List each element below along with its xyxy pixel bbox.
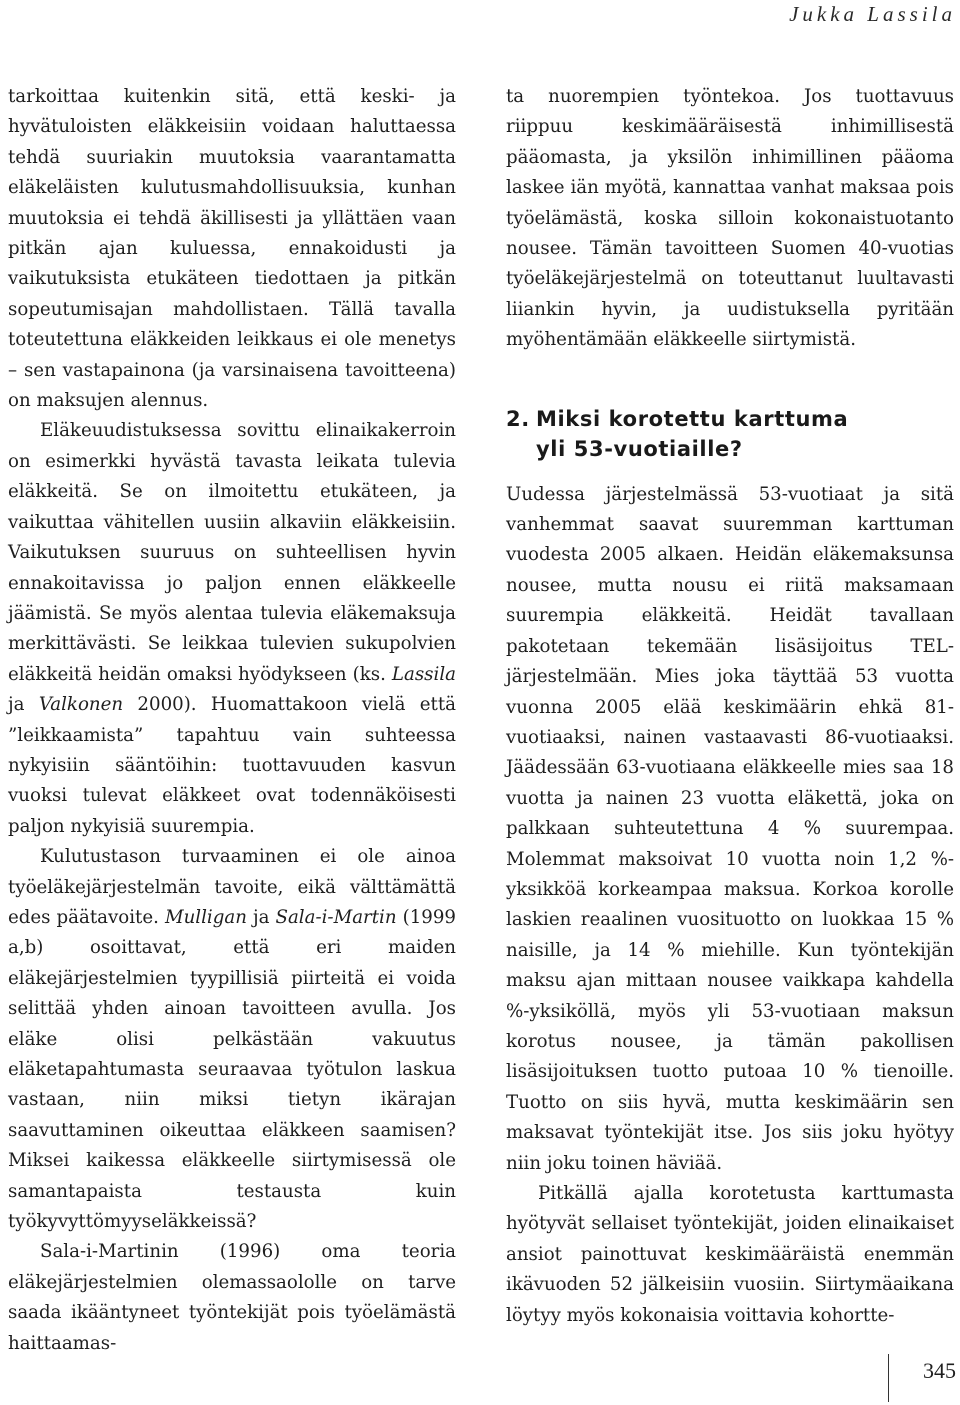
paragraph-text: Eläkeuudistuksessa sovittu elinaikakerroin on esimerkki hyvästä tavasta leikata tulevia eläkkeitä. Se on ilmoitettu etukäteen, ja vaikuttaa vähitellen uusiin alkaviin eläkkeisiin. Vaikutuksen suuruus on suhteellisen hyvin ennakoitavissa jo paljon ennen eläkkeelle jäämistä. Se myös alentaa tulevia eläkemaksuja merkittävästi. Se leikkaa tulevien sukupolvien eläkkeitä heidän omaksi hyödykseen (ks. [8, 420, 456, 685]
paragraph: Sala-i-Martinin (1996) oma teoria eläkejärjestelmien olemassaololle on tarve saada ikääntyneet työntekijät pois työelämästä haittaamas- [8, 1241, 456, 1354]
right-text-column [506, 82, 954, 1331]
running-head-author: Jukka Lassila [789, 2, 956, 26]
section-title-line: Miksi korotettu karttuma [536, 406, 849, 431]
paragraph-text: ja [246, 906, 276, 928]
left-text-column [8, 82, 456, 1359]
page-number-rule [888, 1354, 889, 1402]
page-number: 345 [923, 1358, 956, 1383]
paragraph-text: Kulutustason turvaaminen ei ole ainoa työeläkejärjestelmän tavoite, eikä välttämättä edes päätavoite. [8, 846, 456, 928]
paragraph-text: (1999 a,b) osoittavat, että eri maiden eläkejärjestelmien tyypillisiä piirteitä ei voida selittää yhden ainoan tavoitteen avulla. Jos eläke olisi pelkästään vakuutus eläketapahtumasta seuraavaa työtulon laskua vastaan, niin miksi tietyn ikärajan saavuttaminen oikeuttaa eläkkeen saamisen? Miksei kaikessa eläkkeelle siirtymisessä ole samantapaista testausta kuin työkyvyttömyyseläkkeissä? [8, 906, 456, 1233]
paragraph: Pitkällä ajalla korotetusta karttumasta hyötyvät sellaiset työntekijät, joiden elinaikaiset ansiot painottuvat keskimääräistä enemmän ikävuoden 52 jälkeisiin vuosiin. Siirtymäaikana löytyy myös kokonaisia voittavia kohortte- [506, 1183, 954, 1326]
paragraph-text: 2000). Huomattakoon vielä että ”leikkaamista” tapahtuu vain suhteessa nykyisiin sääntöihin: tuottavuuden kasvun vuoksi tulevat eläkkeet ovat todennäköisesti paljon nykyisiä suurempia. [8, 694, 456, 837]
citation-author: Lassila [391, 663, 456, 685]
citation-author: Valkonen [38, 694, 124, 716]
paragraph: Uudessa järjestelmässä 53-vuotiaat ja sitä vanhemmat saavat suuremman karttuman vuodesta 2005 alkaen. Heidän eläkemaksunsa nousee, mutta nousu ei riitä maksamaan suurempia eläkkeitä. Heidät tavallaan pakotetaan tekemään lisäsijoitus TEL-järjestelmään. Mies joka täyttää 53 vuotta vuonna 2005 elää keskimäärin ehkä 81-vuotiaaksi, nainen vastaavasti 86-vuotiaaksi. Jäädessään 63-vuotiaana eläkkeelle mies saa 18 vuotta ja nainen 23 vuotta eläkettä, joka on palkkaan suhteutettuna 4 % suurempaa. Molemmat maksoivat 10 vuotta noin 1,2 %-yksikköä korkeampaa maksua. Korkoa korolle laskien reaalinen vuosituotto on luokkaa 15 % naisille, ja 14 % miehille. Kun työntekijän maksu ajan mittaan nousee vaikkapa kahdella %-yksiköllä, myös yli 53-vuotiaan maksun korotus nousee, ja tämän pakollisen lisäsijoituksen tuotto putoaa 10 % tienoille. Tuotto on siis hyvä, mutta keskimäärin sen maksavat työntekijät itse. Jos siis joku hyötyy niin joku toinen häviää. [506, 483, 954, 1174]
paragraph [8, 416, 456, 842]
paragraph [8, 842, 456, 1237]
section-heading [506, 404, 954, 464]
citation-author: Sala-i-Martin [275, 906, 397, 928]
paragraph: ta nuorempien työntekoa. Jos tuottavuus riippuu keskimääräisestä inhimillisestä pääomasta, ja yksilön inhimillinen pääoma laskee iän myötä, kannattaa vanhat maksaa pois työelämästä, koska silloin kokonaistuotanto nousee. Tämän tavoitteen Suomen 40-vuotias työeläkejärjestelmä on toteuttanut luultavasti liiankin hyvin, ja uudistuksella pyritään myöhentämään eläkkeelle siirtymistä. [506, 86, 954, 351]
paragraph-text: ja [8, 694, 39, 716]
citation-author: Mulligan [164, 906, 247, 928]
section-title-line: yli 53-vuotiaille? [536, 436, 743, 461]
section-number: 2. [506, 406, 530, 431]
paragraph: tarkoittaa kuitenkin sitä, että keski- ja hyvätuloisten eläkkeisiin voidaan haluttaessa tehdä suuriakin muutoksia vaarantamatta eläkeläisten kulutusmahdollisuuksia, kunhan muutoksia ei tehdä äkillisesti ja yllättäen vaan pitkän ajan kuluessa, ennakoidusti ja vaikutuksista etukäteen tiedottaen ja pitkän sopeutumisajan mahdollistaen. Tällä tavalla toteutettuna eläkkeiden leikkaus ei ole menetys – sen vastapainona (ja varsinaisena tavoitteena) on maksujen alennus. [8, 86, 456, 412]
